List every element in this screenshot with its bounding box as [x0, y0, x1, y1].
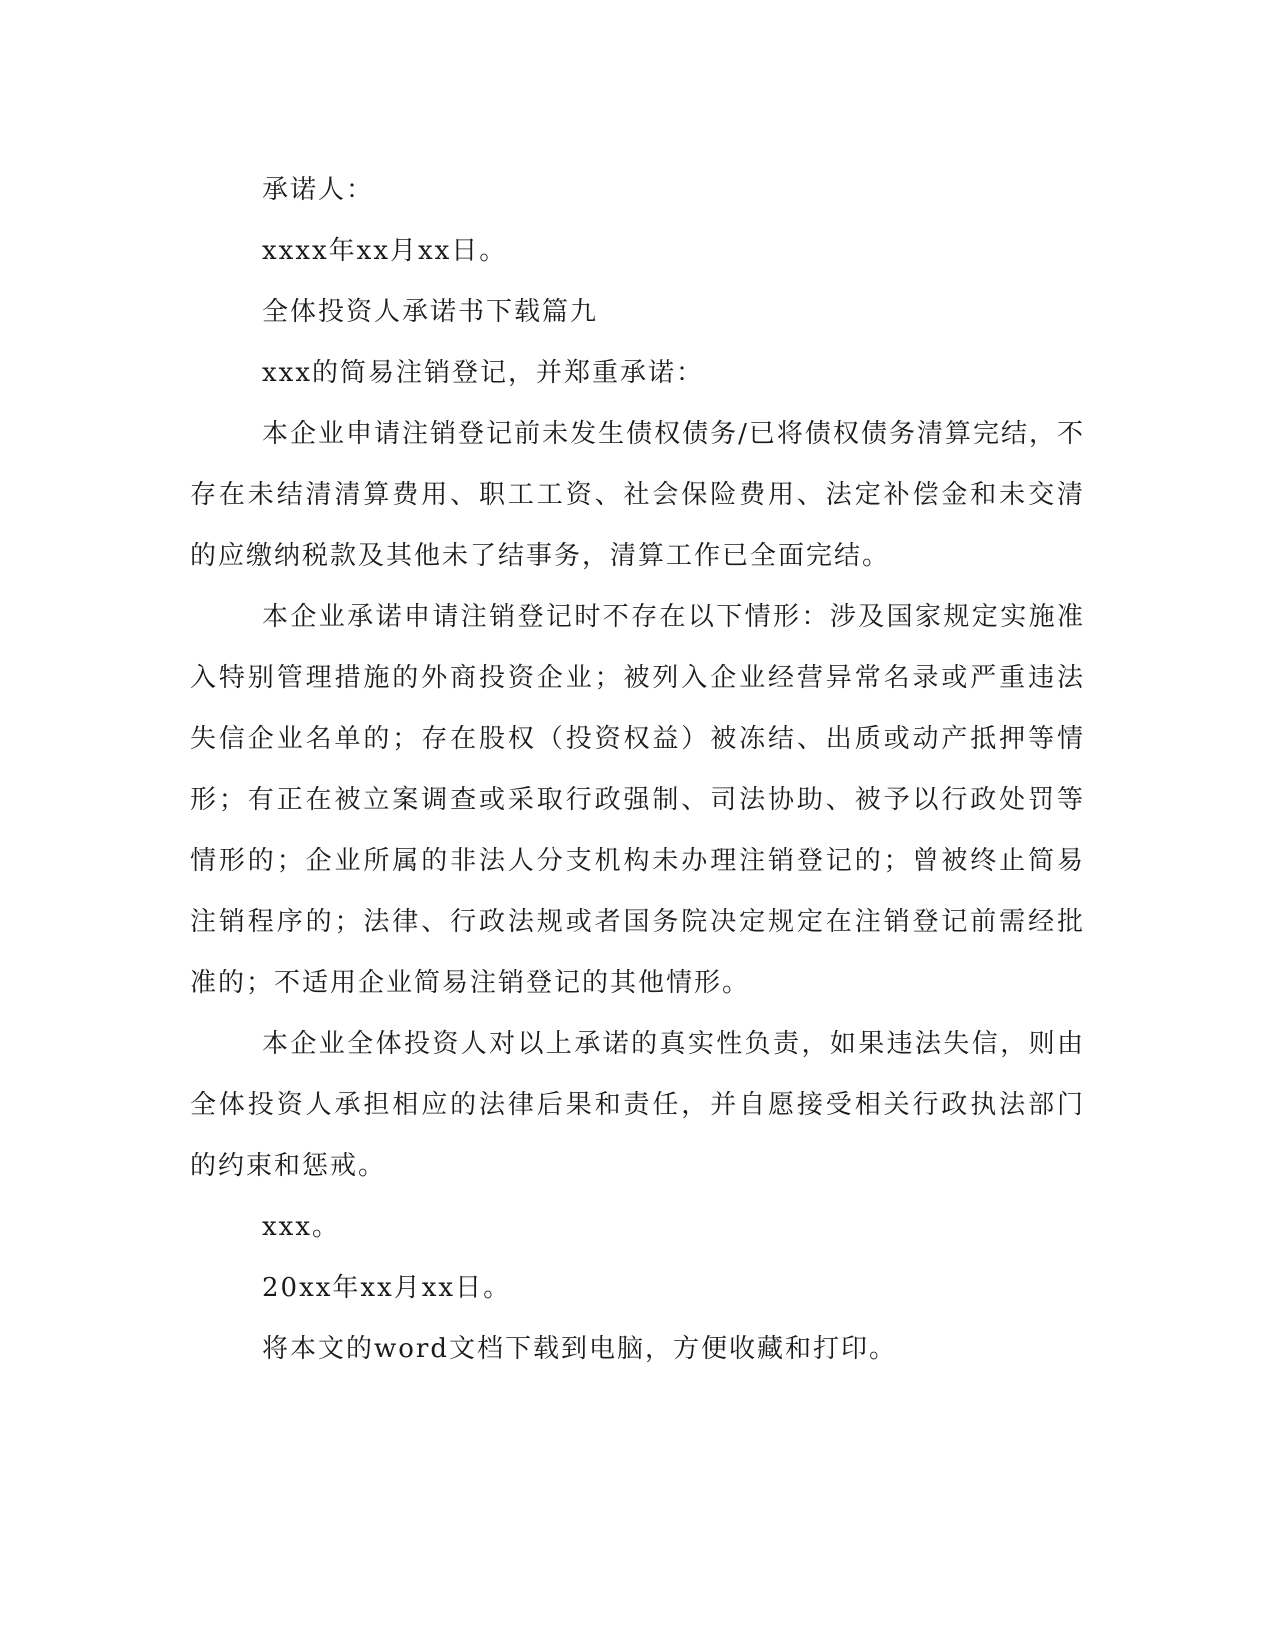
document-body	[190, 160, 1090, 1380]
section-title: 全体投资人承诺书下载篇九	[262, 297, 599, 327]
signer-line: xxx。	[262, 1212, 340, 1242]
promisor-label: 承诺人：	[262, 175, 375, 205]
date-line: xxxx年xx月xx日。	[262, 236, 508, 266]
download-note: 将本文的word文档下载到电脑，方便收藏和打印。	[262, 1334, 897, 1364]
paragraph-debt-settlement: 本企业申请注销登记前未发生债权债务/已将债权债务清算完结，不存在未结清清算费用、职工工资、社会保险费用、法定补偿金和未交清的应缴纳税款及其他未了结事务，清算工作已全面完结。	[190, 419, 1085, 571]
intro-line: xxx的简易注销登记，并郑重承诺：	[262, 358, 704, 388]
date-line: 20xx年xx月xx日。	[262, 1273, 512, 1303]
paragraph-responsibility: 本企业全体投资人对以上承诺的真实性负责，如果违法失信，则由全体投资人承担相应的法律后果和责任，并自愿接受相关行政执法部门的约束和惩戒。	[190, 1029, 1085, 1181]
paragraph-exclusions: 本企业承诺申请注销登记时不存在以下情形：涉及国家规定实施准入特别管理措施的外商投资企业；被列入企业经营异常名录或严重违法失信企业名单的；存在股权（投资权益）被冻结、出质或动产抵押等情形；有正在被立案调查或采取行政强制、司法协助、被予以行政处罚等情形的；企业所属的非法人分支机构未办理注销登记的；曾被终止简易注销程序的；法律、行政法规或者国务院决定规定在注销登记前需经批准的；不适用企业简易注销登记的其他情形。	[190, 602, 1085, 998]
